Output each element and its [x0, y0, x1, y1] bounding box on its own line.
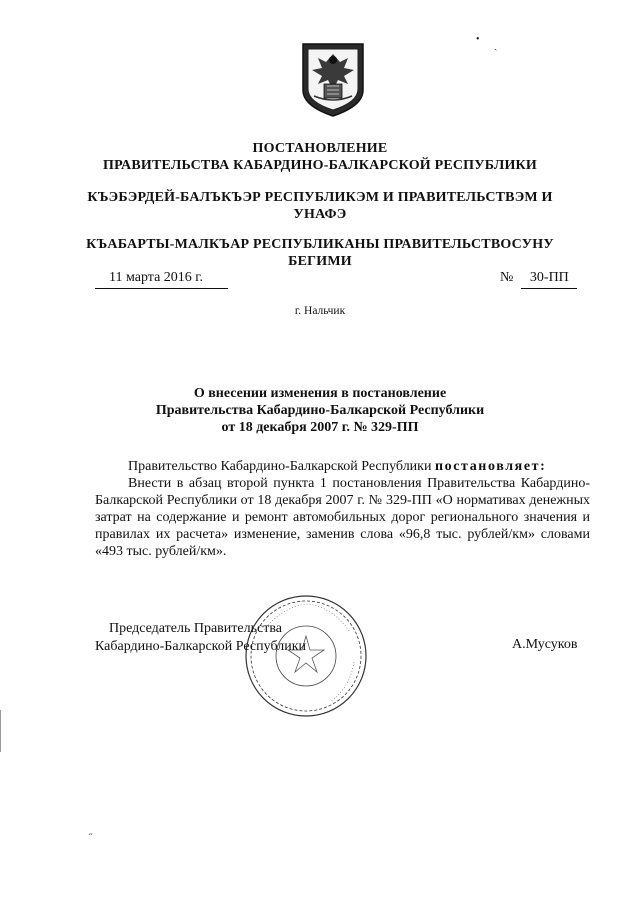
signer-position-line2: Кабардино-Балкарской Республики — [95, 639, 306, 654]
header-balkar-line1: КЪАБАРТЫ-МАЛКЪАР РЕСПУБЛИКАНЫ ПРАВИТЕЛЬСТВОСУНУ — [86, 237, 554, 252]
resolution-intro — [95, 458, 595, 475]
header-kabardian-line2: УНАФЭ — [293, 207, 347, 222]
intro-verb: постановляет: — [434, 459, 547, 474]
coat-of-arms-icon — [300, 40, 366, 118]
number-value: 30-ПП — [521, 270, 577, 289]
document-city: г. Нальчик — [294, 305, 346, 317]
number-sign: № — [500, 270, 514, 285]
document-header-balkar — [60, 236, 580, 270]
document-title — [60, 385, 580, 436]
document-number — [500, 270, 577, 289]
scan-speck: ˶ — [89, 828, 93, 839]
scan-speck: • — [476, 34, 480, 45]
intro-subject: Правительство Кабардино-Балкарской Республики — [128, 459, 432, 474]
official-seal-icon — [242, 592, 370, 720]
header-doc-type: ПОСТАНОВЛЕНИЕ — [252, 141, 388, 156]
resolution-paragraph: Внести в абзац второй пункта 1 постановления Правительства Кабардино-Балкарской Республики от 18 декабря 2007 г. № 329-ПП «О нормативах денежных затрат на содержание и ремонт автомобильных дорог регионального значения и правилах их расчета» изменение, заменив слова «96,8 тыс. рублей/км» словами «493 тыс. рублей/км». — [95, 476, 590, 559]
document-header-ru — [60, 140, 580, 174]
signer-position — [95, 620, 306, 656]
scan-speck: ˎ — [494, 40, 498, 51]
scan-edge — [0, 710, 1, 752]
signer-position-line1: Председатель Правительства — [109, 621, 282, 636]
signer-name: А.Мусуков — [512, 637, 578, 652]
title-line-2: Правительства Кабардино-Балкарской Республики — [155, 403, 485, 418]
title-line-3: от 18 декабря 2007 г. № 329-ПП — [221, 420, 419, 435]
header-issuer: ПРАВИТЕЛЬСТВА КАБАРДИНО-БАЛКАРСКОЙ РЕСПУБЛИКИ — [102, 158, 538, 173]
header-balkar-line2: БЕГИМИ — [288, 254, 352, 269]
title-line-1: О внесении изменения в постановление — [193, 386, 447, 401]
document-date: 11 марта 2016 г. — [95, 270, 228, 289]
document-header-kabardian — [60, 189, 580, 223]
header-kabardian-line1: КЪЭБЭРДЕЙ-БАЛЪКЪЭР РЕСПУБЛИКЭМ И ПРАВИТЕЛЬСТВЭМ И — [87, 190, 553, 205]
